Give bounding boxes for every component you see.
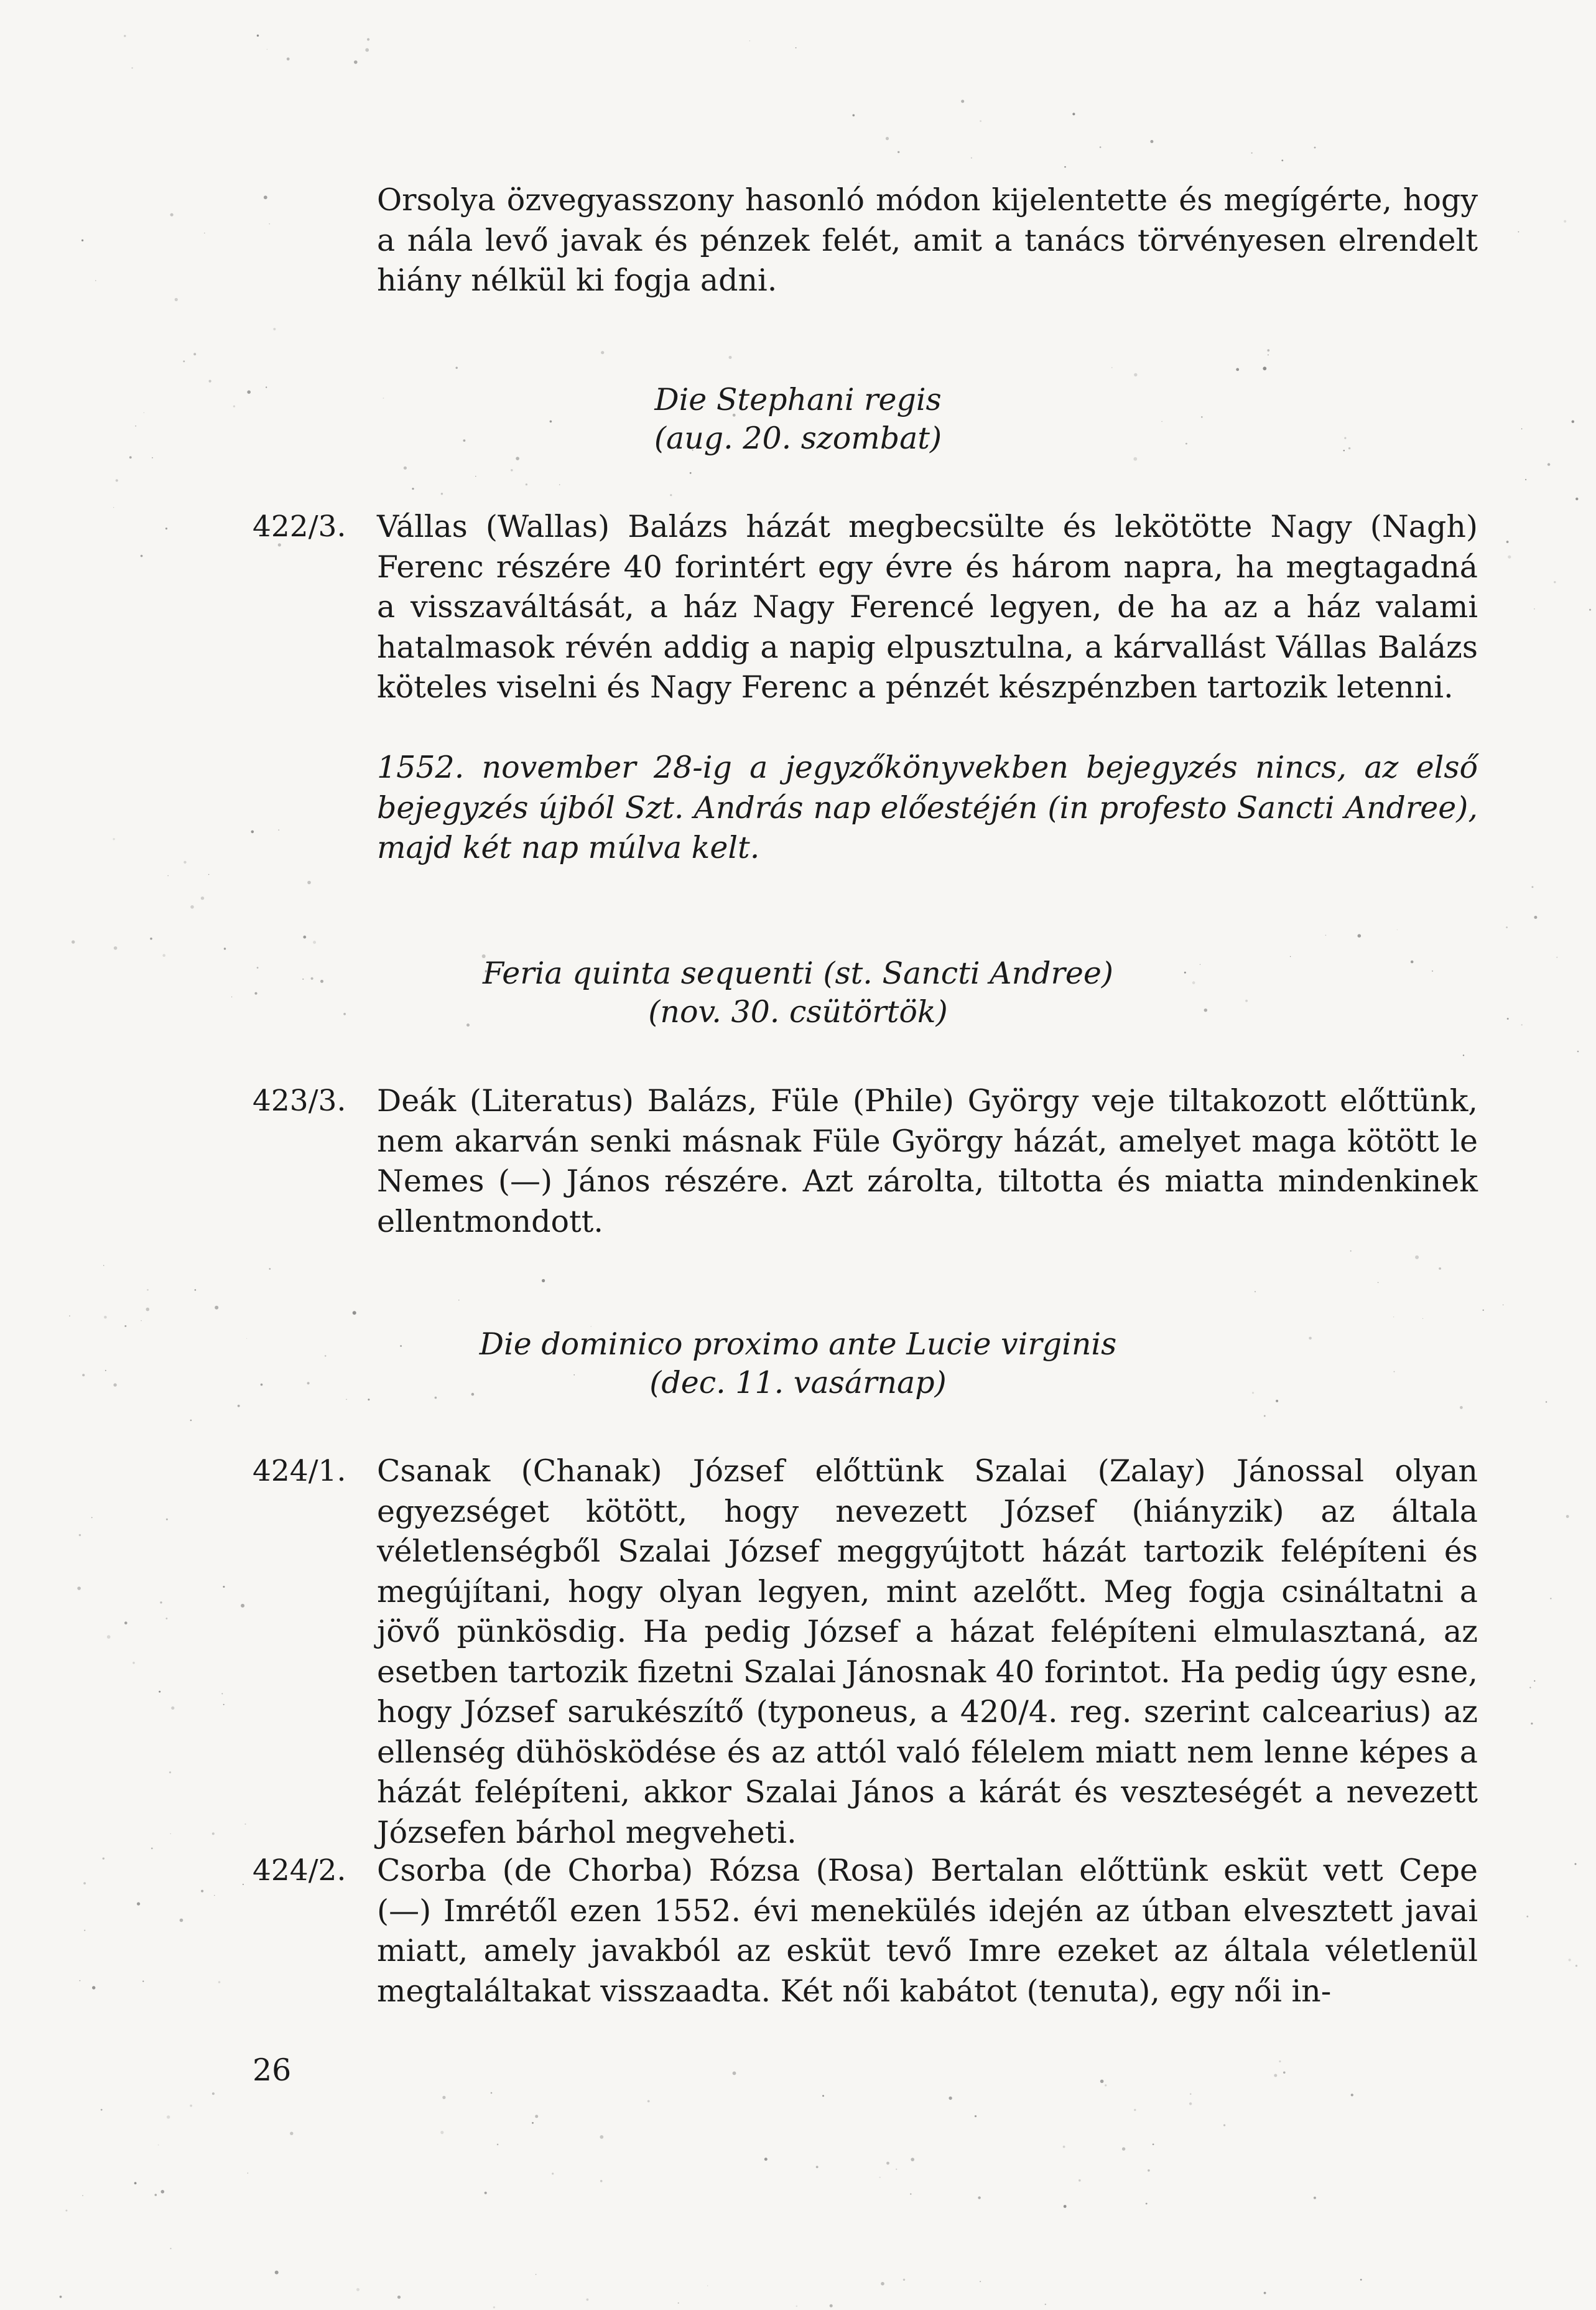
section-heading-2-line1: Feria quinta sequenti (st. Sancti Andree) (482, 956, 1114, 991)
top-paragraph: Orsolya özvegyasszony hasonló módon kijelentette és megígérte, hogy a nála levő javak és pénzek felét, amit a tanács törvényesen elrendelt hiány nélkül ki fogja adni. (377, 182, 1478, 298)
section-heading-2-line2: (nov. 30. csütörtök) (648, 994, 948, 1030)
entry-number-424-2: 424/2. (253, 1853, 346, 1888)
editorial-note: 1552. november 28-ig a jegyzőkönyvekben bejegyzés nincs, az első bejegyzés újból Szt. András nap előestéjén (in profesto Sancti Andree), majd két nap múlva kelt. (377, 750, 1478, 865)
entry-number-422-3: 422/3. (253, 510, 346, 544)
entry-text-422-3: Vállas (Wallas) Balázs házát megbecsülte és lekötötte Nagy (Nagh) Ferenc részére 40 forintért egy évre és három napra, ha megtagadná a visszaváltását, a ház Nagy Ferencé legyen, de ha az a ház valami hatalmasok révén addig a napig elpusztulna, a kárvallást Vállas Balázs köteles viselni és Nagy Ferenc a pénzét készpénzben tartozik letenni. (377, 509, 1478, 705)
section-heading-3 (0, 1325, 1596, 1402)
entry-text-424-1: Csanak (Chanak) József előttünk Szalai (Zalay) Jánossal olyan egyezséget kötött, hogy nevezett József (hiányzik) az általa véletlenségből Szalai József meggyújtott házát tartozik felépíteni és megújítani, hogy olyan legyen, mint azelőtt. Meg fogja csináltatni a jövő pünkösdig. Ha pedig József a házat felépíteni elmulasztaná, az esetben tartozik fizetni Szalai Jánosnak 40 forintot. Ha pedig úgy esne, hogy József sarukészítő (typoneus, a 420/4. reg. szerint calcearius) az ellenség dühösködése és az attól való félelem miatt nem lenne képes a házát felépíteni, akkor Szalai János a kárát és veszteségét a nevezett Józsefen bárhol megveheti. (377, 1453, 1478, 1850)
section-heading-1-line2: (aug. 20. szombat) (654, 421, 942, 456)
page-number: 26 (253, 2052, 292, 2088)
section-heading-3-line1: Die dominico proximo ante Lucie virginis (479, 1326, 1117, 1362)
section-heading-1 (0, 381, 1596, 458)
entry-text-423-3: Deák (Literatus) Balázs, Füle (Phile) György veje tiltakozott előttünk, nem akarván senki másnak Füle György házát, amelyet maga kötött le Nemes (—) János részére. Azt zárolta, tiltotta és miatta mindenkinek ellentmondott. (377, 1083, 1478, 1239)
entry-number-423-3: 423/3. (253, 1084, 346, 1118)
entry-text-424-2: Csorba (de Chorba) Rózsa (Rosa) Bertalan előttünk esküt vett Cepe (—) Imrétől ezen 1552. évi menekülés idején az útban elvesztett javai miatt, amely javakból az esküt tevő Imre ezeket az általa véletlenül megtaláltakat visszaadta. Két női kabátot (tenuta), egy női in- (377, 1853, 1478, 2009)
section-heading-1-line1: Die Stephani regis (654, 382, 942, 417)
entry-number-424-1: 424/1. (253, 1454, 346, 1488)
section-heading-2 (0, 954, 1596, 1032)
section-heading-3-line2: (dec. 11. vasárnap) (649, 1365, 947, 1400)
